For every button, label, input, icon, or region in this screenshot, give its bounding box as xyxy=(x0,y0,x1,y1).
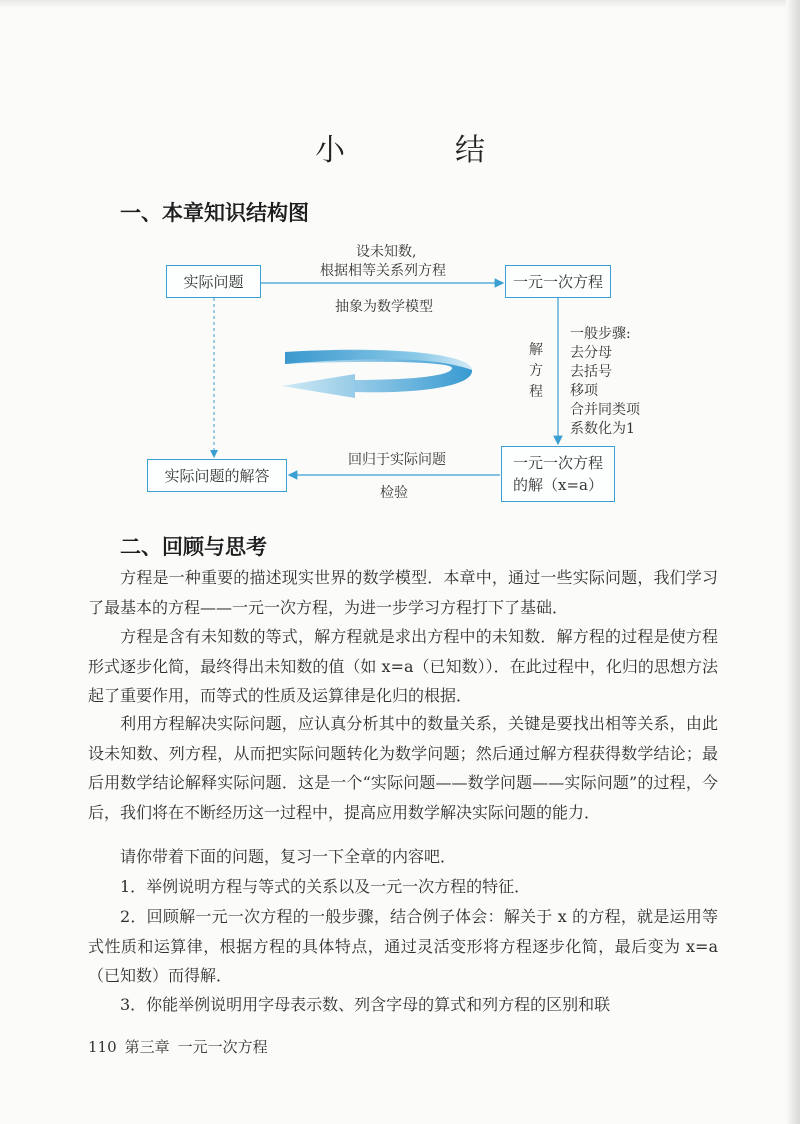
solution-line-2: 的解（x=a） xyxy=(513,476,603,494)
page-title: 小 结 xyxy=(315,133,525,168)
label-check: 检验 xyxy=(380,485,408,501)
solve-char-1: 解 xyxy=(529,342,543,358)
paragraph xyxy=(88,563,718,622)
box-linear-equation: 一元一次方程 xyxy=(505,265,611,298)
paragraph xyxy=(88,622,718,711)
question-text: 1．举例说明方程与等式的关系以及一元一次方程的特征． xyxy=(120,877,531,896)
footer-chapter-title: 一元一次方程 xyxy=(177,1038,268,1056)
question-text: 2．回顾解一元一次方程的一般步骤，结合例子体会：解关于 x 的方程，就是运用等式性质和运算律，根据方程的具体特点，通过灵活变形将方程逐步化简，最后变为 x=a（已知数）而得解． xyxy=(88,907,718,985)
box-practical-answer: 实际问题的解答 xyxy=(147,459,287,492)
solution-line-1: 一元一次方程 xyxy=(512,454,603,472)
question-item xyxy=(88,872,718,902)
section-heading-structure: 一、本章知识结构图 xyxy=(120,201,309,225)
paragraph xyxy=(88,842,718,872)
label-solve-equation xyxy=(528,340,544,403)
step-item: 系数化为1 xyxy=(570,421,635,437)
footer-chapter: 第三章 xyxy=(124,1038,170,1056)
solving-steps xyxy=(570,325,640,439)
question-item xyxy=(88,902,718,991)
step-item: 合并同类项 xyxy=(570,402,640,418)
paragraph-text: 方程是一种重要的描述现实世界的数学模型．本章中，通过一些实际问题，我们学习了最基本的方程——一元一次方程，为进一步学习方程打下了基础． xyxy=(88,568,718,617)
solve-char-3: 程 xyxy=(529,384,543,400)
paragraph-text: 方程是含有未知数的等式，解方程就是求出方程中的未知数．解方程的过程是使方程形式逐步化简，最终得出未知数的值（如 x=a（已知数））．在此过程中，化归的思想方法起了重要作用，而等式的性质及运算律是化归的根据． xyxy=(88,627,718,705)
box-equation-solution xyxy=(501,446,615,502)
box-practical-problem: 实际问题 xyxy=(166,265,261,298)
step-item: 去分母 xyxy=(570,345,612,361)
paragraph-text: 请你带着下面的问题，复习一下全章的内容吧． xyxy=(120,847,457,866)
label-set-equation: 根据相等关系列方程 xyxy=(320,263,446,279)
question-item xyxy=(88,990,718,1020)
label-return-practical: 回归于实际问题 xyxy=(348,452,446,468)
paragraph-text: 利用方程解决实际问题，应认真分析其中的数量关系，关键是要找出相等关系，由此设未知数、列方程，从而把实际问题转化为数学问题；然后通过解方程获得数学结论；最后用数学结论解释实际问题．这是一个“实际问题——数学问题——实际问题”的过程，今后，我们将在不断经历这一过程中，提高应用数学解决实际问题的能力． xyxy=(88,714,718,822)
label-set-unknown: 设未知数, xyxy=(356,244,417,260)
paragraph xyxy=(88,709,718,827)
question-text: 3．你能举例说明用字母表示数、列含字母的算式和列方程的区别和联 xyxy=(120,995,611,1014)
page-footer xyxy=(88,1036,276,1057)
step-heading: 一般步骤: xyxy=(570,326,631,342)
page-number: 110 xyxy=(88,1038,117,1056)
step-item: 去括号 xyxy=(570,364,612,380)
section-heading-review: 二、回顾与思考 xyxy=(120,535,267,559)
solve-char-2: 方 xyxy=(529,363,543,379)
label-abstract-model: 抽象为数学模型 xyxy=(335,299,433,315)
step-item: 移项 xyxy=(570,383,598,399)
